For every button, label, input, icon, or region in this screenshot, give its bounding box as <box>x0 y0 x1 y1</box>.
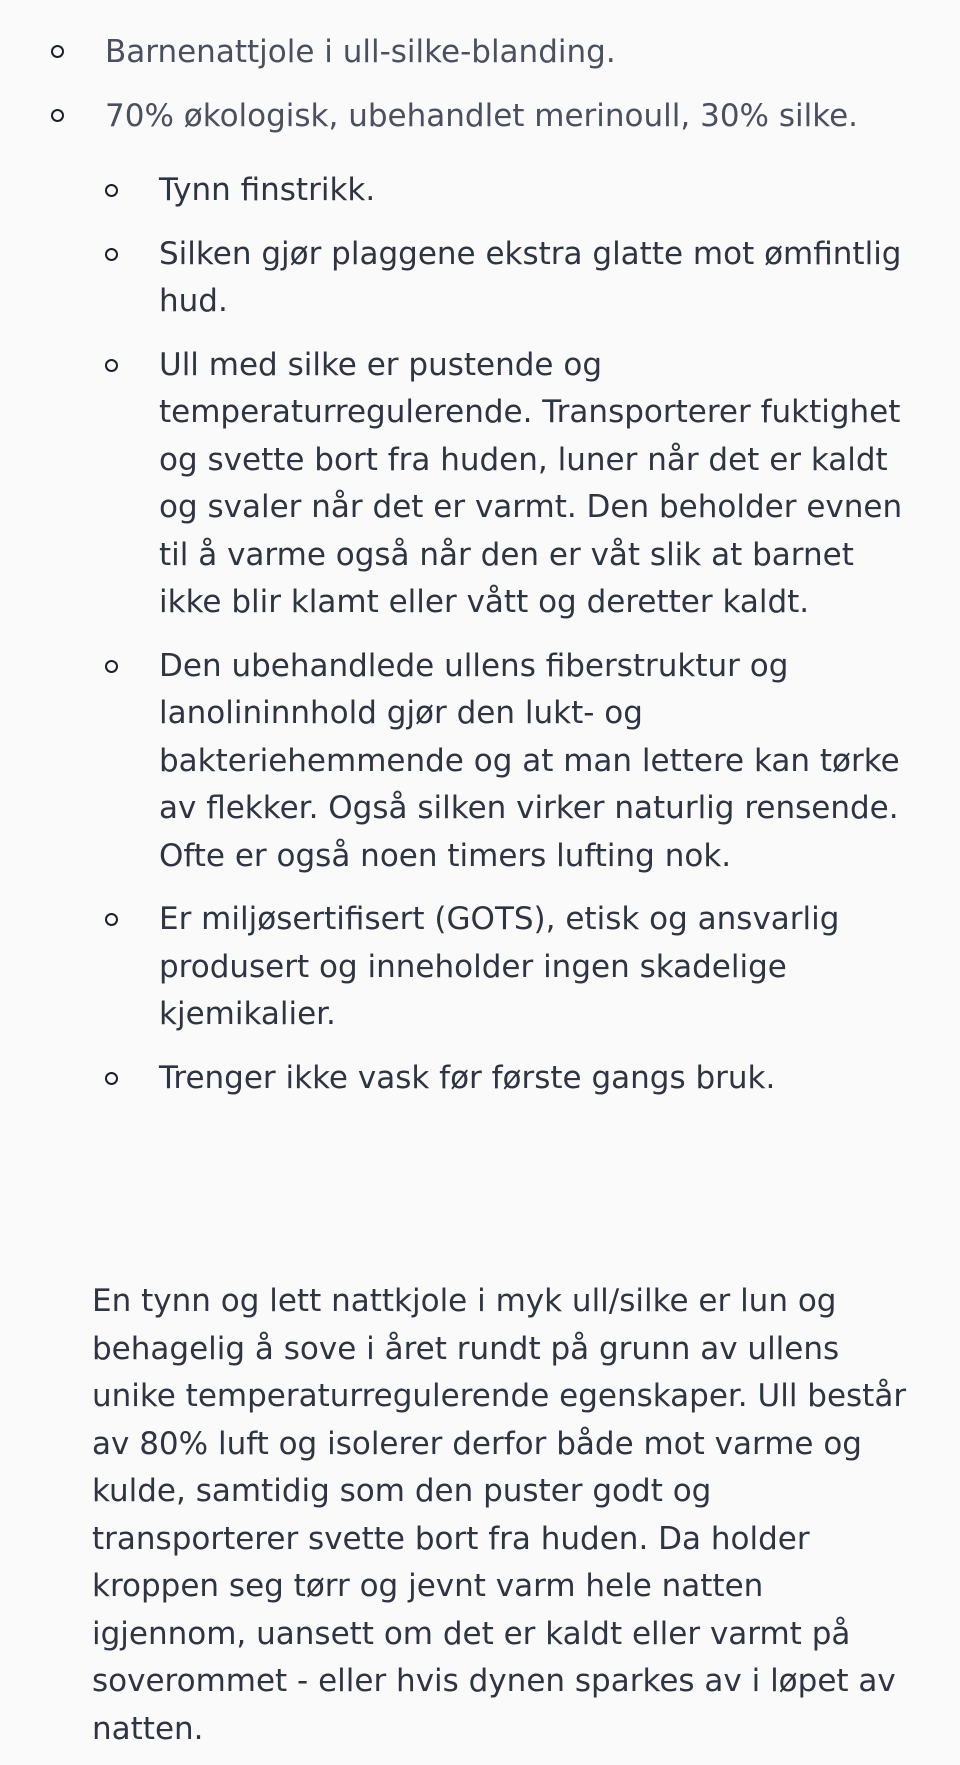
hollow-bullet-icon <box>51 45 64 58</box>
list-item <box>0 342 960 627</box>
description-paragraph: En tynn og lett nattkjole i myk ull/silke er lun og behagelig å sove i året rundt på grunn av ullens unike temperaturregulerende egenskaper. Ull består av 80% luft og isolerer derfor både mot varme og kulde, samtidig som den puster godt og transporterer svette bort fra huden. Da holder kroppen seg tørr og jevnt varm hele natten igjennom, uansett om det er kaldt eller varmt på soverommet - eller hvis dynen sparkes av i løpet av natten. <box>92 1283 907 1747</box>
material-details-list <box>0 167 960 1118</box>
hollow-bullet-icon <box>105 913 118 926</box>
list-item <box>0 896 960 1039</box>
list-item-text: Den ubehandlede ullens fiberstruktur og lanolininnhold gjør den lukt- og bakteriehemmende og at man lettere kan tørke av flekker. Også silken virker naturlig rensende. Ofte er også noen timers lufting nok. <box>159 647 900 874</box>
list-item-text: Silken gjør plaggene ekstra glatte mot ømfintlig hud. <box>159 235 902 319</box>
list-item <box>0 1055 960 1103</box>
list-item-text: 70% økologisk, ubehandlet merinoull, 30% silke. <box>105 98 859 134</box>
list-item-text: Tynn finstrikk. <box>159 172 376 208</box>
list-item-text: Ull med silke er pustende og temperaturregulerende. Transporterer fuktighet og svette bort fra huden, luner når det er kaldt og svaler når det er varmt. Den beholder evnen til å varme også når den er våt slik at barnet ikke blir klamt eller vått og deretter kaldt. <box>159 346 903 620</box>
hollow-bullet-icon <box>105 248 118 261</box>
list-item-text: Barnenattjole i ull-silke-blanding. <box>105 34 616 70</box>
list-item <box>0 643 960 881</box>
list-item-text: Er miljøsertifisert (GOTS), etisk og ansvarlig produsert og inneholder ingen skadelige kjemikalier. <box>159 901 840 1032</box>
list-item <box>0 92 960 140</box>
hollow-bullet-icon <box>51 109 64 122</box>
hollow-bullet-icon <box>105 660 118 673</box>
list-item <box>0 28 960 76</box>
list-item <box>0 167 960 215</box>
hollow-bullet-icon <box>105 1072 118 1085</box>
hollow-bullet-icon <box>105 359 118 372</box>
feature-list <box>0 28 960 156</box>
hollow-bullet-icon <box>105 184 118 197</box>
list-item-text: Trenger ikke vask før første gangs bruk. <box>159 1059 776 1096</box>
list-item <box>0 231 960 326</box>
